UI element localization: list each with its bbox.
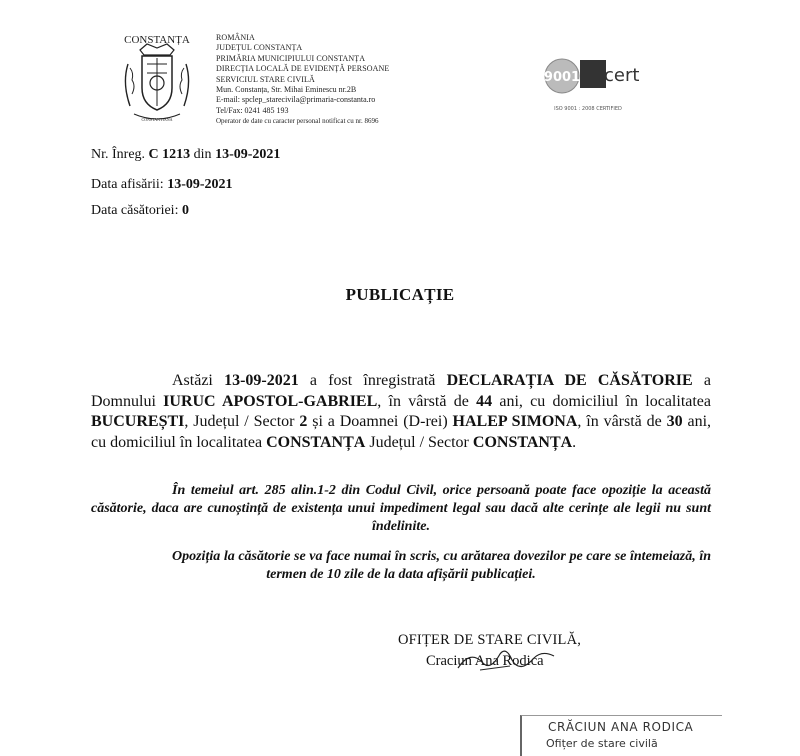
header-line: ROMÂNIA — [216, 33, 255, 42]
header-address: Mun. Constanța, Str. Mihai Eminescu nr.2B — [216, 85, 357, 95]
officer-name: Craciun Ana Rodica — [426, 653, 544, 669]
registration-from: din — [193, 147, 212, 162]
stamp-name: CRĂCIUN ANA RODICA — [548, 720, 694, 734]
registration-number-line — [91, 147, 280, 163]
svg-text:9001: 9001 — [543, 70, 581, 85]
bride-age: 30 — [666, 413, 683, 430]
header-phone: Tel/Fax: 0241 485 193 — [216, 105, 289, 115]
header-operator-note: Operator de date cu caracter personal notificat cu nr. 8696 — [216, 117, 379, 126]
display-date-label: Data afisării: — [91, 177, 164, 192]
legal-basis-paragraph: În temeiul art. 285 alin.1-2 din Codul Civil, orice persoană poate face opoziție la această căsătorie, daca are cunoștință de existența unui impediment legal sau dacă alte cerințe ale legii nu sunt îndelinite. — [91, 483, 711, 534]
svg-text:ISO 9001 : 2008 CERTIFIED: ISO 9001 : 2008 CERTIFIED — [554, 106, 622, 112]
iso-cert-logo — [520, 48, 650, 118]
registration-value: C 1213 — [148, 147, 191, 162]
bride-city: CONSTANȚA — [266, 433, 366, 451]
crest-bottom-label: CONSTANTIANA — [141, 117, 173, 122]
opposition-procedure-paragraph: Opoziția la căsătorie se va face numai în scris, cu arătarea dovezilor pe care se întemeiază, în termen de 10 zile de la data afișării publicației. — [172, 549, 711, 582]
groom-sector: 2 — [299, 413, 308, 430]
document-title: PUBLICAȚIE — [345, 285, 455, 304]
marriage-date-label: Data căsătoriei: — [91, 203, 179, 218]
bride-name: HALEP SIMONA — [452, 413, 578, 430]
registration-date: 13-09-2021 — [215, 147, 281, 162]
header-line: DIRECȚIA LOCALĂ DE EVIDENȚĂ PERSOANE — [216, 64, 390, 74]
bride-county: CONSTANȚA — [472, 433, 573, 451]
officer-title: OFIȚER DE STARE CIVILĂ, — [398, 632, 582, 648]
groom-age: 44 — [476, 392, 493, 410]
header-line: PRIMĂRIA MUNICIPIULUI CONSTANȚA — [216, 53, 366, 63]
display-date-line — [91, 177, 233, 193]
display-date-value: 13-09-2021 — [167, 177, 233, 192]
declaration-type: DECLARAȚIA DE CĂSĂTORIE — [446, 372, 693, 389]
header-line: JUDEȚUL CONSTANȚA — [216, 43, 303, 53]
marriage-date-value: 0 — [181, 203, 189, 218]
stamp-role: Ofițer de stare civilă — [546, 737, 658, 750]
institution-header — [216, 33, 496, 127]
groom-name: IURUC APOSTOL-GABRIEL — [163, 392, 378, 410]
svg-text:cert: cert — [604, 65, 640, 86]
registration-label: Nr. Înreg. — [91, 147, 146, 162]
handwritten-signature — [450, 640, 570, 680]
header-email: E-mail: spclep_starecivila@primaria-constanta.ro — [216, 95, 376, 105]
city-coat-of-arms-logo — [112, 28, 202, 128]
groom-city: BUCUREȘTI — [91, 413, 185, 430]
crest-label: CONSTANȚA — [124, 34, 190, 46]
declaration-paragraph: Astăzi 13-09-2021 a fost înregistrată DECLARAȚIA DE CĂSĂTORIE a Domnului IURUC APOSTOL-GABRIEL, în vârstă de 44 ani, cu domiciliul în localitatea BUCUREȘTI, Județul / Sector 2 și a Doamnei (D-rei) HALEP SIMONA, în vârstă de 30 ani, cu domiciliul în localitatea CONSTANȚA Județul / Sector CONSTANȚA. — [91, 372, 712, 451]
declaration-date: 13-09-2021 — [224, 372, 299, 389]
marriage-date-line — [91, 203, 189, 219]
header-line: SERVICIUL STARE CIVILĂ — [216, 74, 315, 84]
